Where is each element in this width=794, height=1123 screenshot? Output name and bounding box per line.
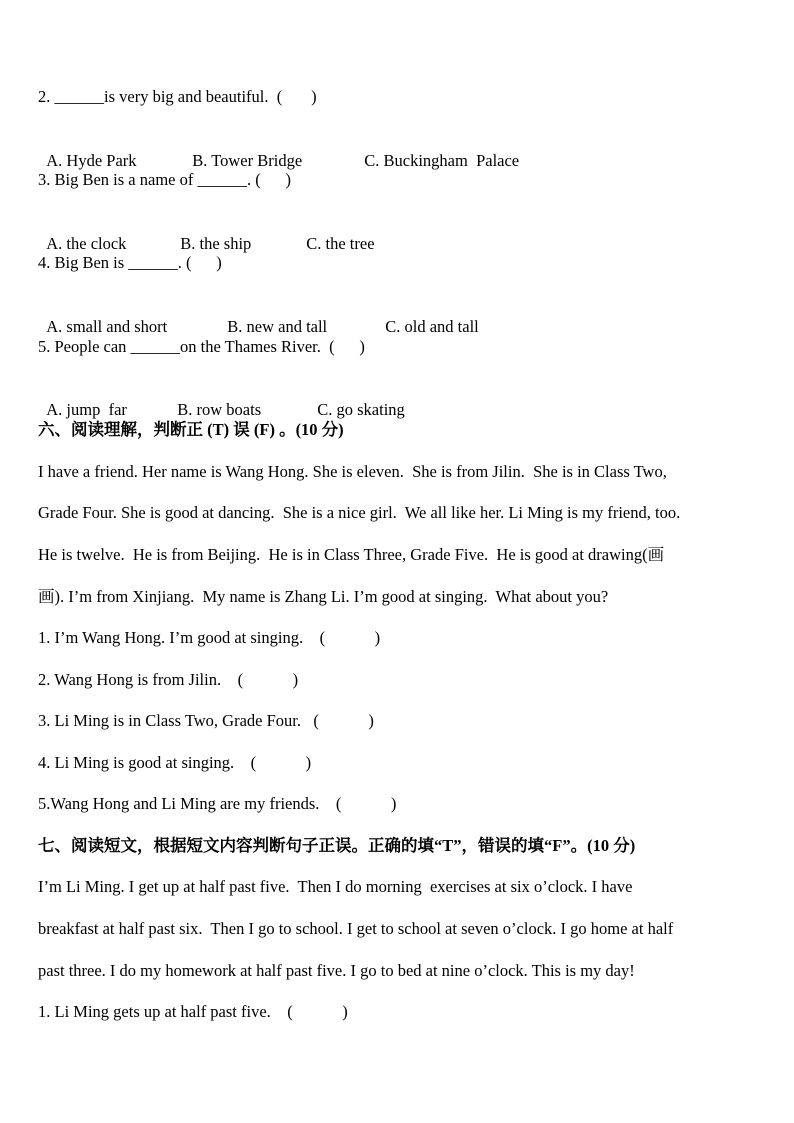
option-b: B. Tower Bridge: [192, 151, 303, 170]
judge-item-1: 1. Li Ming gets up at half past five. ( ): [38, 1002, 348, 1021]
judge-item-3: 3. Li Ming is in Class Two, Grade Four. ( ): [38, 711, 374, 730]
question-3: 3. Big Ben is a name of ______. ( ): [38, 170, 291, 189]
question-4: 4. Big Ben is ______. ( ): [38, 253, 222, 272]
option-b: B. row boats: [177, 400, 262, 419]
passage-line: I’m Li Ming. I get up at half past five. Then I do morning exercises at six o’clock. I have: [38, 877, 633, 896]
passage-line: 画). I’m from Xinjiang. My name is Zhang Li. I’m good at singing. What about you?: [38, 587, 609, 606]
option-b: B. the ship: [180, 234, 252, 253]
question-4-options: [38, 294, 479, 338]
question-3-options: [38, 211, 375, 255]
option-a: A. the clock: [46, 234, 127, 253]
option-c: C. Buckingham Palace: [364, 151, 520, 170]
question-2: 2. ______is very big and beautiful. ( ): [38, 87, 317, 106]
section-6-title: 六、阅读理解，判断正 (T) 误 (F) 。(10 分): [38, 420, 344, 439]
section-7-title: 七、阅读短文，根据短文内容判断句子正误。正确的填“T”，错误的填“F”。(10 分): [38, 836, 636, 855]
option-a: A. jump far: [46, 400, 127, 419]
judge-item-5: 5.Wang Hong and Li Ming are my friends. ( ): [38, 794, 397, 813]
question-2-options: [38, 128, 519, 172]
passage-line: Grade Four. She is good at dancing. She is a nice girl. We all like her. Li Ming is my friend, too.: [38, 503, 681, 522]
question-5: 5. People can ______on the Thames River. ( ): [38, 337, 365, 356]
option-c: C. go skating: [317, 400, 405, 419]
passage-line: breakfast at half past six. Then I go to school. I get to school at seven o’clock. I go home at half: [38, 919, 674, 938]
passage-line: past three. I do my homework at half past five. I go to bed at nine o’clock. This is my day!: [38, 961, 635, 980]
question-5-options: [38, 377, 405, 421]
option-a: A. Hyde Park: [46, 151, 137, 170]
passage-line: He is twelve. He is from Beijing. He is in Class Three, Grade Five. He is good at drawing(画: [38, 545, 665, 564]
judge-item-1: 1. I’m Wang Hong. I’m good at singing. ( ): [38, 628, 381, 647]
option-a: A. small and short: [46, 317, 168, 336]
judge-item-2: 2. Wang Hong is from Jilin. ( ): [38, 670, 299, 689]
option-c: C. old and tall: [385, 317, 479, 336]
passage-line: I have a friend. Her name is Wang Hong. She is eleven. She is from Jilin. She is in Class Two,: [38, 462, 667, 481]
option-c: C. the tree: [306, 234, 375, 253]
judge-item-4: 4. Li Ming is good at singing. ( ): [38, 753, 312, 772]
option-b: B. new and tall: [227, 317, 328, 336]
